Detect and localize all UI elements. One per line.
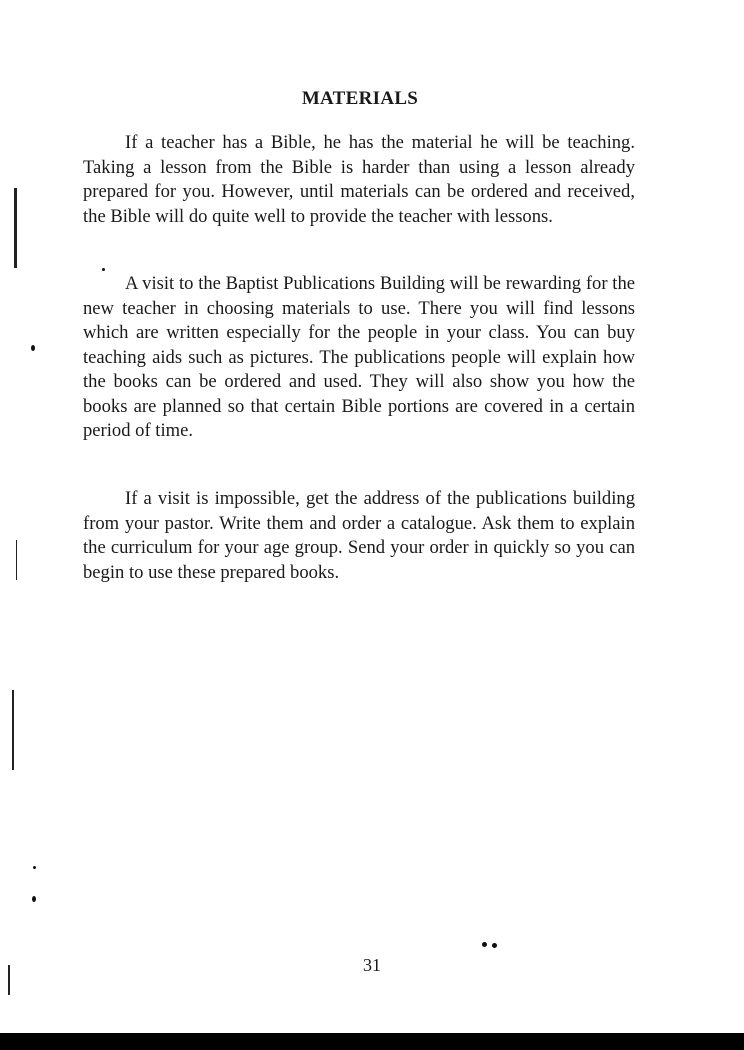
paragraph-2: A visit to the Baptist Publications Building will be rewarding for the new teacher in choosing materials to use. There you will find lessons which are written especially for the people in your class. You can buy teaching aids such as pictures. The publications people will explain how the books can be ordered and used. They will also show you how the books are planned so that certain Bible portions are covered in a certain period of time. [83, 273, 635, 441]
section-heading: MATERIALS [301, 88, 419, 109]
scan-speck [32, 896, 36, 902]
scan-speck [482, 942, 487, 947]
scan-edge-mark [16, 540, 17, 580]
paragraph-3: If a visit is impossible, get the address of the publications building from your pastor. Write them and order a catalogue. Ask them to explain the curriculum for your age group. Send your order in quickly so you can begin to use these prepared books. [83, 488, 635, 583]
page-number: 31 [363, 955, 381, 975]
scan-speck [492, 943, 497, 948]
scan-speck [33, 866, 36, 869]
scan-edge-mark [14, 188, 17, 268]
scan-edge-mark [12, 690, 14, 770]
scan-bottom-border [0, 1033, 744, 1050]
scan-edge-mark [8, 965, 10, 995]
scan-speck [31, 345, 35, 351]
paragraph-1: If a teacher has a Bible, he has the material he will be teaching. Taking a lesson from the Bible is harder than using a lesson already prepared for you. However, until materials can be ordered and received, the Bible will do quite well to provide the teacher with lessons. [83, 132, 635, 227]
scan-speck [102, 268, 105, 271]
